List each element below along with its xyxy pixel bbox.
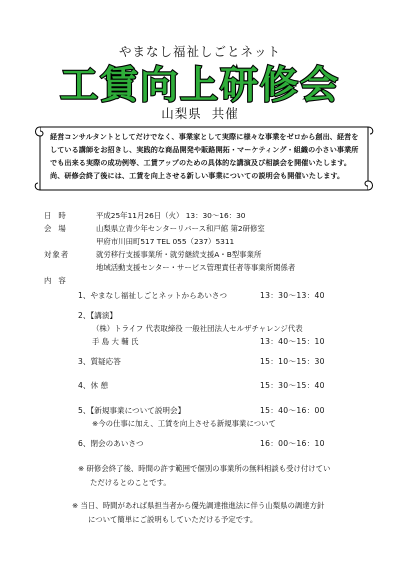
target-value-2: 地域活動支援センター・サービス管理責任者等事業所関係者 <box>96 263 296 272</box>
organization-name: やまなし福祉しごとネット <box>118 44 281 59</box>
co-host-line <box>0 104 400 122</box>
speaker-affiliation: （株）トライフ 代表取締役 一般社団法人セルザチャレンジ代表 <box>92 324 303 333</box>
program-no: 1、 <box>78 291 91 300</box>
target-value-1: 就労移行支援事業所・就労継続支援A・B型事業所 <box>96 250 262 259</box>
intro-text <box>50 130 362 182</box>
event-title-text: 工賃向上研修会 <box>59 63 341 107</box>
target-label: 対象者 <box>44 250 70 259</box>
program-item-2 <box>78 310 117 321</box>
program-time-5: 15：40～16：00 <box>260 406 325 415</box>
event-title <box>28 58 372 108</box>
briefing-note: ※今の仕事に加え、工賃を向上させる新規事業について <box>92 419 276 428</box>
program-item-1 <box>78 290 227 301</box>
program-no: 6、 <box>78 439 91 448</box>
program-title: 【講演】 <box>90 311 118 320</box>
program-no: 2、 <box>78 311 91 320</box>
venue-value-1: 山梨県立青少年センターリバース和戸館 第2研修室 <box>96 224 265 233</box>
program-time-1: 13：30～13：40 <box>260 291 325 300</box>
content-label: 内容 <box>44 276 73 285</box>
program-title: 【新規事業について説明会】 <box>90 406 186 415</box>
intro-scroll-box <box>32 124 376 196</box>
program-title: やまなし福祉しごとネットからあいさつ <box>90 291 228 300</box>
venue-label: 会場 <box>44 224 73 233</box>
program-item-6 <box>78 438 144 449</box>
host-place: 山梨県 <box>161 106 202 121</box>
note-1-line-1: ※ 研修会終了後、時間の許す範囲で個別の事業所の無料相談も受け付けてい <box>78 464 331 473</box>
lecture-time: 13：40～15：10 <box>260 337 325 346</box>
note-2-line-2: について簡単にご説明もしていただける予定です。 <box>88 515 258 524</box>
venue-value-2: 甲府市川田町517 TEL 055（237）5311 <box>96 237 235 246</box>
speaker-name: 手 島 大 輔 氏 <box>92 337 139 346</box>
program-title: 休 憩 <box>90 381 109 390</box>
host-role: 共催 <box>211 106 239 121</box>
program-item-5 <box>78 405 185 416</box>
program-no: 5、 <box>78 406 91 415</box>
program-time-6: 16：00～16：10 <box>260 439 325 448</box>
intro-paragraph-2: 尚、研修会終了後には、工賃を向上させる新しい事業についての説明会も開催いたします。 <box>50 171 345 180</box>
note-1-line-2: ただけるとのことです。 <box>90 478 171 487</box>
program-title: 質疑応答 <box>90 357 121 366</box>
date-label: 日時 <box>44 211 73 220</box>
intro-paragraph-1: 経営コンサルタントとしてだけでなく、事業家として実際に様々な事業をゼロから創出、経営をしている講師をお招きし、実践的な商品開発や販路開拓・マーケティング・組織の小さい事業所でも出来る実際の成功例等、工賃アップのための具体的な講演及び相談会を開催いたします。 <box>50 132 359 167</box>
note-2-line-1: ※ 当日、時間があれば県担当者から優先調達推進法に伴う山梨県の調達方針 <box>72 501 325 510</box>
program-time-3: 15：10～15：30 <box>260 357 325 366</box>
program-item-3 <box>78 356 121 367</box>
program-no: 4、 <box>78 381 91 390</box>
program-item-4 <box>78 380 108 391</box>
program-title: 閉会のあいさつ <box>90 439 144 448</box>
date-value: 平成25年11月26日（火） 13：30～16：30 <box>96 211 246 220</box>
program-no: 3、 <box>78 357 91 366</box>
program-time-4: 15：30～15：40 <box>260 381 325 390</box>
